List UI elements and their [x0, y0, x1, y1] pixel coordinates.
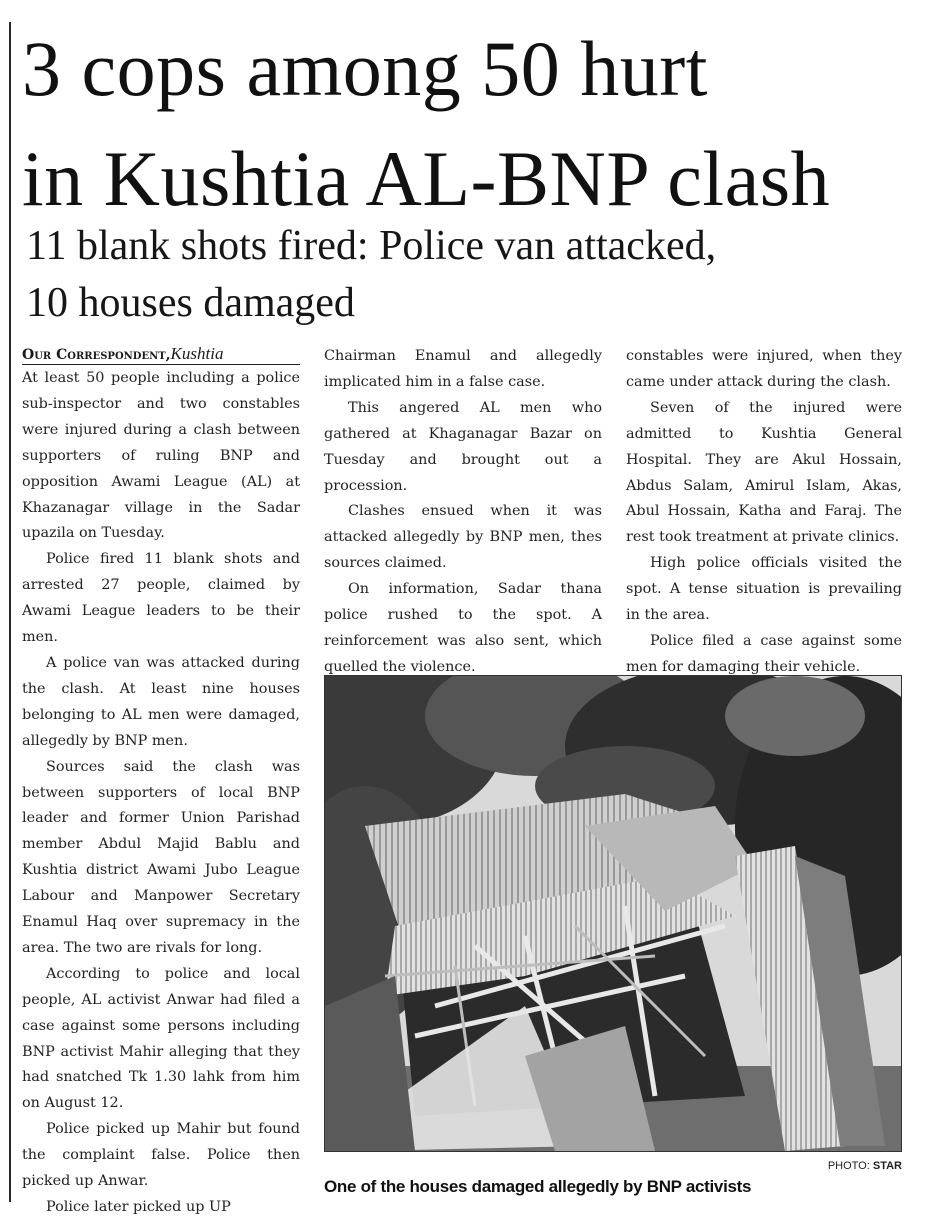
paragraph: Police fired 11 blank shots and arrested 27 people, claimed by Awami League leaders to be their men.: [22, 551, 300, 646]
paragraph: Chairman Enamul and allegedly implicated him in a false case.: [324, 348, 602, 390]
paragraph: constables were injured, when they came under attack during the clash.: [626, 348, 902, 390]
paragraph: Clashes ensued when it was attacked allegedly by BNP men, thes sources claimed.: [324, 503, 602, 572]
byline-name: Our Correspondent,: [22, 347, 171, 363]
paragraph: Police later picked up UP: [46, 1199, 231, 1215]
paragraph: At least 50 people including a police sub-inspector and two constables were injured during a clash between supporters of ruling BNP and opposition Awami League (AL) at Khazanagar village in the Sadar upazila on Tuesday.: [22, 370, 300, 542]
news-photo: [324, 675, 902, 1152]
byline: [22, 344, 300, 365]
paragraph: High police officials visited the spot. A tense situation is prevailing in the area.: [626, 555, 902, 624]
damaged-house-image: [325, 676, 901, 1151]
article-column-3: [626, 344, 902, 681]
subheadline: [26, 218, 906, 332]
headline-line-2: in Kushtia AL-BNP clash: [22, 135, 831, 222]
paragraph: Seven of the injured were admitted to Kushtia General Hospital. They are Akul Hossain, Abdus Salam, Amirul Islam, Akas, Abul Hossain, Katha and Faraj. The rest took treatment at private clinics.: [626, 399, 902, 546]
headline: [22, 14, 922, 234]
paragraph: This angered AL men who gathered at Khaganagar Bazar on Tuesday and brought out a procession.: [324, 399, 602, 494]
photo-caption: One of the houses damaged allegedly by BNP activists: [324, 1177, 752, 1196]
article-column-1: [22, 366, 300, 1221]
photo-credit-label: PHOTO:: [827, 1160, 870, 1172]
headline-line-1: 3 cops among 50 hurt: [22, 25, 708, 112]
column-rule: [9, 22, 11, 1202]
paragraph: A police van was attacked during the clash. At least nine houses belonging to AL men were damaged, allegedly by BNP men.: [22, 654, 300, 749]
article-column-2: [324, 344, 602, 707]
photo-credit-source: STAR: [872, 1160, 902, 1172]
photo-credit: [700, 1160, 902, 1172]
byline-place: Kushtia: [170, 344, 224, 363]
subheadline-line-2: 10 houses damaged: [26, 280, 355, 326]
paragraph: Police filed a case against some men for damaging their vehicle.: [626, 632, 902, 675]
paragraph: According to police and local people, AL activist Anwar had filed a case against some persons including BNP activist Mahir alleging that they had snatched Tk 1.30 lahk from him on August 12.: [22, 965, 300, 1112]
paragraph: On information, Sadar thana police rushed to the spot. A reinforcement was also sent, which quelled the violence.: [324, 581, 602, 675]
paragraph: Police picked up Mahir but found the complaint false. Police then picked up Anwar.: [22, 1121, 300, 1190]
paragraph: Sources said the clash was between supporters of local BNP leader and former Union Parishad member Abdul Majid Bablu and Kushtia district Awami Jubo League Labour and Manpower Secretary Enamul Haq over supremacy in the area. The two are rivals for long.: [22, 758, 300, 956]
subheadline-line-1: 11 blank shots fired: Police van attacked,: [26, 223, 717, 269]
